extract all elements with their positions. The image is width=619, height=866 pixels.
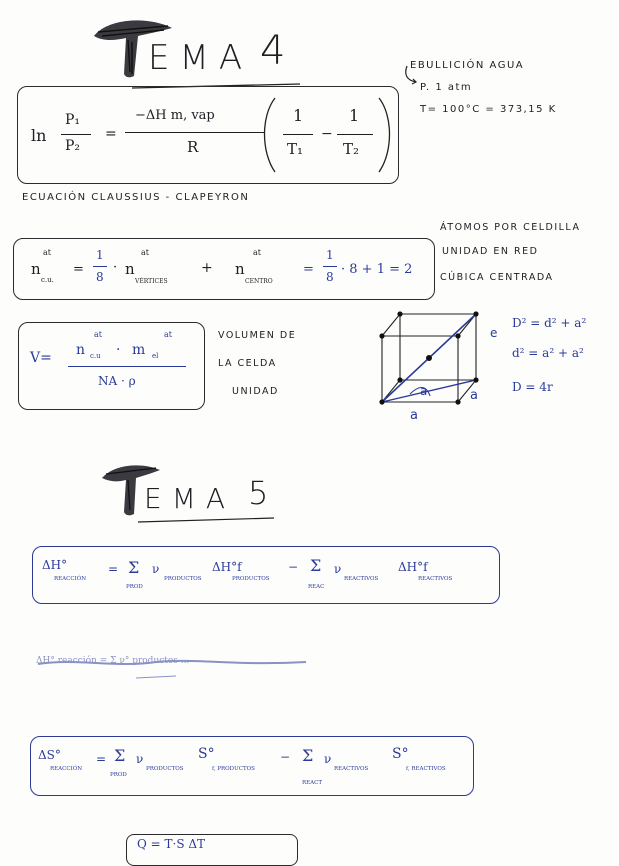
volume-equation [18,322,203,408]
entropy-sum1-sub: PROD [110,772,127,778]
enthalpy-h1: ΔH°f [212,560,242,574]
tema4-underline [88,14,318,94]
volume-note [212,330,342,406]
volume-note-line3: UNIDAD [232,386,279,397]
atoms-dot: · [113,260,118,275]
n-cu-sub: c.u. [41,276,54,284]
tema5-title: EMA [144,482,236,515]
strike-scribble [36,648,336,688]
entropy-s1-sub: f, PRODUCTOS [212,766,255,772]
volume-num-n-sup: at [94,330,102,339]
enthalpy-sum1-sub: PROD [126,584,143,590]
tema5-heading [98,460,288,524]
cube-label-a-right: a [470,388,478,403]
equals-sign: = [105,126,117,142]
volume-num-m-sub: el [152,352,159,360]
entropy-eq: = [96,752,107,766]
n-centro: n [235,260,245,278]
n-cu: n [31,260,41,278]
one-b: 1 [349,106,360,125]
ln-symbol: ln [31,126,47,145]
ebullicion-line1: EBULLICIÓN AGUA [410,60,525,71]
bcc-cube-diagram [370,300,510,430]
tema5-number: 5 [248,474,279,512]
volume-note-line1: VOLUMEN DE [218,330,297,341]
entropy-minus: − [280,750,291,764]
enthalpy-sum2: Σ [310,556,322,575]
one-eighth-2-num: 1 [326,248,334,262]
enthalpy-h1-sub: PRODUCTOS [232,576,270,582]
enthalpy-nu2-sub: REACTIVOS [344,576,379,582]
entropy-sum1: Σ [114,746,126,765]
p2: P₂ [65,138,81,154]
atoms-eq2: = [303,262,314,277]
entropy-nu1: ν [136,752,144,766]
atoms-plus: + [201,260,213,276]
bottom-equation-box [126,834,298,866]
enthalpy-nu1: ν [152,562,160,576]
enthalpy-nu1-sub: PRODUCTOS [164,576,202,582]
enthalpy-lhs-sub: REACCIÓN [54,576,87,582]
atoms-equation [13,238,433,298]
volume-num-n-sub: c.u [90,352,101,360]
tema4-title: EMA [148,38,253,78]
atoms-note [440,222,615,292]
one-eighth-2-den: 8 [326,270,334,284]
crossed-out-text: ΔH° reacción = Σ ν° productos ... [36,656,190,666]
entropy-nu2: ν [324,752,332,766]
one-eighth-num: 1 [96,248,104,262]
atoms-result: · 8 + 1 = 2 [341,262,413,277]
ebullicion-line3: T= 100°C = 373,15 K [420,104,557,115]
enthalpy-nu2: ν [334,562,342,576]
volume-denominator: NA · ρ [98,374,136,388]
entropy-s1: S° [198,746,215,762]
enthalpy-sum1: Σ [128,558,140,577]
n-vertices: n [125,260,135,278]
cube-eq2: d² = a² + a² [512,346,584,360]
entropy-sum2-sub: REACT [302,780,323,786]
one-eighth-fraction-2 [323,248,337,290]
enthalpy-numerator: −ΔH m, vap [135,108,215,123]
cube-eq3: D = 4r [512,380,553,394]
t1-fraction [283,106,313,166]
p1: P₁ [65,112,81,128]
entropy-nu2-sub: REACTIVOS [334,766,369,772]
t1: T₁ [287,140,304,158]
n-cu-sup: at [43,248,51,257]
enthalpy-denominator: R [187,138,199,156]
cube-label-a-diag: a [420,384,428,398]
one-eighth-den: 8 [96,270,104,284]
enthalpy-h2-sub: REACTIVOS [418,576,453,582]
t2: T₂ [343,140,360,158]
tema4-heading [88,14,318,94]
atoms-note-line1: ÁTOMOS POR CELDILLA [440,222,581,233]
volume-num-dot: · [116,342,121,358]
enthalpy-minus: − [288,560,299,574]
volume-num-m-sup: at [164,330,172,339]
crossed-out-line [36,648,336,688]
cube-label-a-bottom: a [410,408,418,423]
entropy-equation [30,736,472,794]
enthalpy-h2: ΔH°f [398,560,428,574]
cube-eq1: D² = d² + a² [512,316,587,330]
entropy-lhs: ΔS° [38,748,61,762]
enthalpy-equation [32,546,498,602]
entropy-nu1-sub: PRODUCTOS [146,766,184,772]
entropy-s2-sub: f, REACTIVOS [406,766,446,772]
one-eighth-fraction [93,248,107,290]
bottom-equation-text: Q = T·S ΔT [137,837,206,851]
tema5-underline [98,460,288,524]
minus-sign: − [321,126,333,142]
atoms-note-line2: UNIDAD EN RED [442,246,539,257]
n-centro-sub: CENTRO [245,278,273,285]
n-vertices-sub: VÉRTICES [135,278,168,285]
cube-equations [512,316,617,406]
atoms-note-line3: CÚBICA CENTRADA [440,272,554,283]
n-vertices-sup: at [141,248,149,257]
enthalpy-sum2-sub: REAC [308,584,325,590]
one-a: 1 [293,106,304,125]
enthalpy-lhs: ΔH° [42,558,68,572]
entropy-sum2: Σ [302,746,314,765]
ebullicion-note [402,60,602,126]
t2-fraction [337,106,373,166]
hook-arrow-icon [402,60,422,90]
entropy-lhs-sub: REACCIÓN [50,766,83,772]
volume-note-line2: LA CELDA [218,358,277,369]
enthalpy-eq: = [108,562,119,576]
entropy-s2: S° [392,746,409,762]
clausius-caption: ECUACIÓN CLAUSSIUS - CLAPEYRON [22,192,250,203]
clausius-equation [17,86,397,182]
volume-num-m: m [132,342,146,358]
n-centro-sup: at [253,248,261,257]
volume-num-n: n [76,342,86,358]
tema4-number: 4 [260,28,296,74]
ebullicion-line2: P. 1 atm [420,82,473,93]
volume-v: V= [30,350,52,366]
cube-drawing [370,300,510,430]
atoms-eq1: = [73,262,84,277]
cube-label-e: e [490,326,498,340]
volume-fraction-line [68,366,186,367]
